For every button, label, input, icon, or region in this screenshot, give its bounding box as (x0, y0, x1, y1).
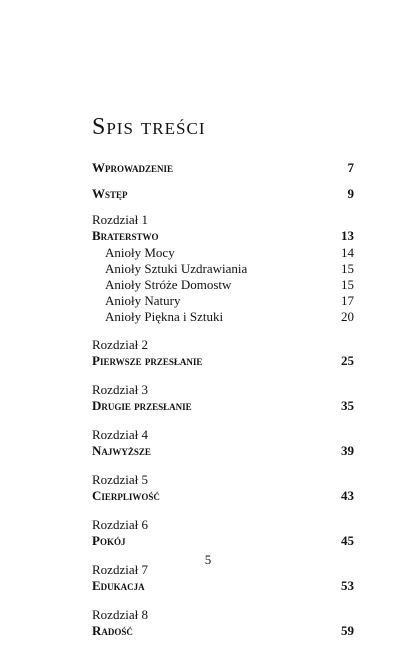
chapter-page: 53 (341, 578, 354, 593)
chapter (92, 488, 354, 505)
toc-entry (92, 160, 354, 177)
chapter-title: Cierpliwość (92, 488, 160, 503)
subsection-page: 20 (341, 309, 354, 324)
subsection-title: Anioły Natury (105, 293, 181, 308)
chapter-label: Rozdział 8 (92, 607, 148, 622)
subsection (92, 261, 354, 277)
subsection (92, 293, 354, 309)
chapter-entry (92, 517, 354, 550)
chapter-page: 13 (341, 228, 354, 243)
chapter (92, 533, 354, 550)
chapter-page: 45 (341, 533, 354, 548)
toc-entry-title: Wprowadzenie (92, 160, 174, 175)
chapter-label: Rozdział 7 (92, 562, 148, 577)
chapter-title: Braterstwo (92, 228, 159, 243)
subsection (92, 245, 354, 261)
subsection (92, 277, 354, 293)
toc-entry-page: 7 (347, 160, 354, 175)
chapter (92, 353, 354, 370)
toc-entry (92, 186, 354, 203)
chapter-entry (92, 337, 354, 370)
subsection-page: 14 (341, 245, 354, 260)
chapter-label: Rozdział 3 (92, 382, 148, 397)
chapter-label: Rozdział 1 (92, 212, 148, 227)
chapter-entry (92, 427, 354, 460)
chapter-label: Rozdział 2 (92, 337, 148, 352)
chapter-entry (92, 472, 354, 505)
chapter-title: Pierwsze przesłanie (92, 353, 203, 368)
subsection-title: Anioły Mocy (105, 245, 175, 260)
chapter-page: 35 (341, 398, 354, 413)
chapter (92, 443, 354, 460)
chapter-title: Radość (92, 623, 133, 638)
toc-entry-page: 9 (347, 186, 354, 201)
chapter-page: 39 (341, 443, 354, 458)
chapter-entry (92, 607, 354, 640)
page-number: 5 (204, 552, 212, 567)
chapter (92, 398, 354, 415)
chapter-label: Rozdział 5 (92, 472, 148, 487)
table-of-contents (92, 160, 354, 652)
chapter (92, 578, 354, 595)
chapter (92, 623, 354, 640)
subsection-title: Anioły Stróże Domostw (105, 277, 232, 292)
chapter (92, 228, 354, 245)
subsection-page: 15 (341, 261, 354, 276)
chapter-title: Pokój (92, 533, 126, 548)
subsection-title: Anioły Sztuki Uzdrawiania (105, 261, 248, 276)
chapter-page: 59 (341, 623, 354, 638)
subsection (92, 309, 354, 325)
chapter-page: 25 (341, 353, 354, 368)
page-title: Spis treści (92, 114, 206, 140)
chapter-page: 43 (341, 488, 354, 503)
subsection-title: Anioły Piękna i Sztuki (105, 309, 224, 324)
chapter-title: Edukacja (92, 578, 145, 593)
chapter-label: Rozdział 6 (92, 517, 148, 532)
chapter-label: Rozdział 4 (92, 427, 148, 442)
chapter-title: Najwyższe (92, 443, 151, 458)
chapter-title: Drugie przesłanie (92, 398, 192, 413)
chapter-entry (92, 212, 354, 325)
chapter-entry (92, 382, 354, 415)
subsection-page: 17 (341, 293, 354, 308)
subsection-page: 15 (341, 277, 354, 292)
toc-entry-title: Wstęp (92, 186, 128, 201)
